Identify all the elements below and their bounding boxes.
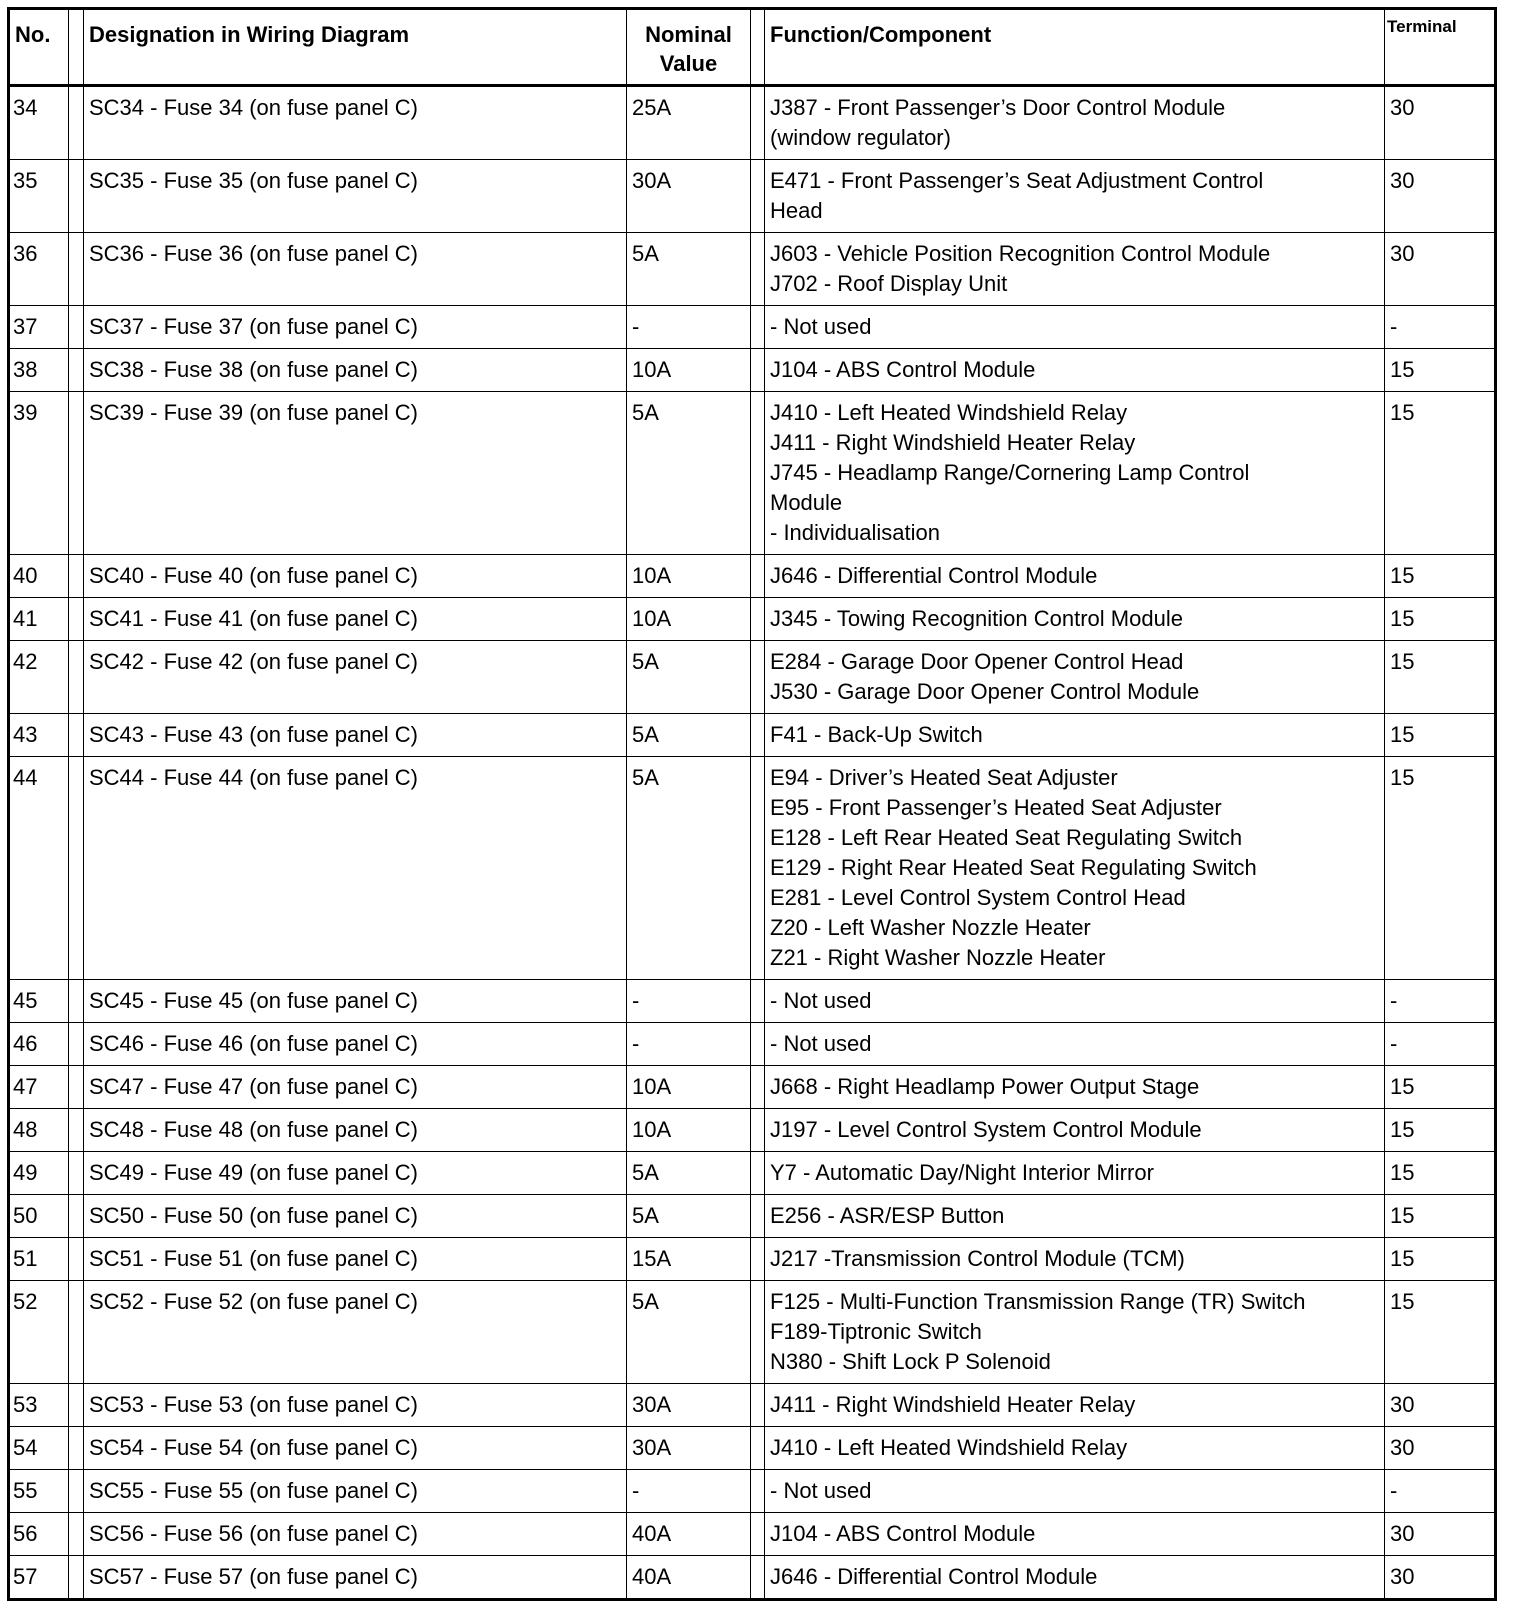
function-line: J345 - Towing Recognition Control Module xyxy=(770,606,1183,631)
spacer xyxy=(69,714,84,757)
table-body xyxy=(9,86,1496,1600)
spacer xyxy=(751,641,765,714)
spacer xyxy=(69,1281,84,1384)
table-row xyxy=(9,392,1496,555)
table-row xyxy=(9,349,1496,392)
fuse-number: 53 xyxy=(9,1384,69,1427)
spacer xyxy=(69,233,84,306)
table-row xyxy=(9,86,1496,160)
designation: SC40 - Fuse 40 (on fuse panel C) xyxy=(84,555,627,598)
fuse-number: 34 xyxy=(9,86,69,160)
fuse-number: 51 xyxy=(9,1238,69,1281)
designation: SC50 - Fuse 50 (on fuse panel C) xyxy=(84,1195,627,1238)
table-row xyxy=(9,980,1496,1023)
fuse-number: 54 xyxy=(9,1427,69,1470)
terminal: 30 xyxy=(1385,1556,1496,1600)
spacer xyxy=(751,555,765,598)
spacer xyxy=(751,1238,765,1281)
terminal: 15 xyxy=(1385,1238,1496,1281)
table-row xyxy=(9,1556,1496,1600)
spacer xyxy=(69,1195,84,1238)
designation: SC43 - Fuse 43 (on fuse panel C) xyxy=(84,714,627,757)
fuse-number: 56 xyxy=(9,1513,69,1556)
table-row xyxy=(9,1513,1496,1556)
function-component xyxy=(765,598,1385,641)
designation: SC57 - Fuse 57 (on fuse panel C) xyxy=(84,1556,627,1600)
nominal-value: 10A xyxy=(627,1066,751,1109)
header-row xyxy=(9,9,1496,86)
spacer xyxy=(69,86,84,160)
fuse-number: 49 xyxy=(9,1152,69,1195)
spacer xyxy=(69,392,84,555)
function-component xyxy=(765,757,1385,980)
fuse-number: 40 xyxy=(9,555,69,598)
terminal: - xyxy=(1385,1470,1496,1513)
designation: SC36 - Fuse 36 (on fuse panel C) xyxy=(84,233,627,306)
function-line: Module xyxy=(770,490,843,515)
function-line: E471 - Front Passenger’s Seat Adjustment Control xyxy=(770,168,1264,193)
spacer xyxy=(69,1470,84,1513)
designation: SC54 - Fuse 54 (on fuse panel C) xyxy=(84,1427,627,1470)
function-line: - Not used xyxy=(770,988,872,1013)
function-component xyxy=(765,1238,1385,1281)
function-line: J702 - Roof Display Unit xyxy=(770,271,1008,296)
nominal-value: 40A xyxy=(627,1513,751,1556)
designation: SC38 - Fuse 38 (on fuse panel C) xyxy=(84,349,627,392)
spacer xyxy=(751,1195,765,1238)
fuse-number: 50 xyxy=(9,1195,69,1238)
spacer xyxy=(751,1109,765,1152)
function-line: E256 - ASR/ESP Button xyxy=(770,1203,1005,1228)
function-line: J217 -Transmission Control Module (TCM) xyxy=(770,1246,1185,1271)
spacer xyxy=(69,1066,84,1109)
function-component xyxy=(765,980,1385,1023)
spacer xyxy=(751,980,765,1023)
fuse-table xyxy=(7,7,1497,1601)
nominal-value: 10A xyxy=(627,598,751,641)
table-row xyxy=(9,1238,1496,1281)
terminal: 15 xyxy=(1385,1109,1496,1152)
nominal-value: 5A xyxy=(627,714,751,757)
header-nominal-line2: Value xyxy=(659,51,718,76)
spacer xyxy=(751,1384,765,1427)
nominal-value: 30A xyxy=(627,1384,751,1427)
terminal: 15 xyxy=(1385,1066,1496,1109)
designation: SC42 - Fuse 42 (on fuse panel C) xyxy=(84,641,627,714)
fuse-number: 43 xyxy=(9,714,69,757)
table-row xyxy=(9,757,1496,980)
spacer xyxy=(751,714,765,757)
function-line: J197 - Level Control System Control Module xyxy=(770,1117,1202,1142)
spacer xyxy=(69,1023,84,1066)
designation: SC53 - Fuse 53 (on fuse panel C) xyxy=(84,1384,627,1427)
function-component xyxy=(765,392,1385,555)
fuse-number: 45 xyxy=(9,980,69,1023)
function-line: J411 - Right Windshield Heater Relay xyxy=(770,1392,1136,1417)
terminal: 15 xyxy=(1385,555,1496,598)
fuse-number: 37 xyxy=(9,306,69,349)
function-component xyxy=(765,1427,1385,1470)
header-function: Function/Component xyxy=(765,9,1385,86)
terminal: 15 xyxy=(1385,757,1496,980)
designation: SC48 - Fuse 48 (on fuse panel C) xyxy=(84,1109,627,1152)
table-row xyxy=(9,598,1496,641)
spacer xyxy=(69,641,84,714)
function-line: J411 - Right Windshield Heater Relay xyxy=(770,430,1136,455)
header-nominal-value xyxy=(627,9,751,86)
table-row xyxy=(9,1152,1496,1195)
spacer xyxy=(751,349,765,392)
function-line: E281 - Level Control System Control Head xyxy=(770,885,1186,910)
function-line: J646 - Differential Control Module xyxy=(770,1564,1098,1589)
table-row xyxy=(9,233,1496,306)
spacer xyxy=(751,1513,765,1556)
spacer xyxy=(751,306,765,349)
fuse-number: 52 xyxy=(9,1281,69,1384)
spacer xyxy=(69,757,84,980)
function-component xyxy=(765,1470,1385,1513)
nominal-value: 5A xyxy=(627,1195,751,1238)
function-line: J104 - ABS Control Module xyxy=(770,357,1036,382)
nominal-value: 15A xyxy=(627,1238,751,1281)
designation: SC47 - Fuse 47 (on fuse panel C) xyxy=(84,1066,627,1109)
terminal: 30 xyxy=(1385,233,1496,306)
nominal-value: 10A xyxy=(627,1109,751,1152)
function-line: J104 - ABS Control Module xyxy=(770,1521,1036,1546)
function-line: - Not used xyxy=(770,1031,872,1056)
designation: SC37 - Fuse 37 (on fuse panel C) xyxy=(84,306,627,349)
function-line: E128 - Left Rear Heated Seat Regulating Switch xyxy=(770,825,1243,850)
nominal-value: 5A xyxy=(627,392,751,555)
table-row xyxy=(9,160,1496,233)
spacer xyxy=(751,1066,765,1109)
function-line: F125 - Multi-Function Transmission Range (TR) Switch xyxy=(770,1289,1306,1314)
designation: SC46 - Fuse 46 (on fuse panel C) xyxy=(84,1023,627,1066)
function-line: J745 - Headlamp Range/Cornering Lamp Control xyxy=(770,460,1250,485)
function-component xyxy=(765,1195,1385,1238)
spacer xyxy=(69,1384,84,1427)
terminal: 15 xyxy=(1385,1281,1496,1384)
spacer xyxy=(751,86,765,160)
designation: SC52 - Fuse 52 (on fuse panel C) xyxy=(84,1281,627,1384)
function-line: E129 - Right Rear Heated Seat Regulating Switch xyxy=(770,855,1257,880)
designation: SC44 - Fuse 44 (on fuse panel C) xyxy=(84,757,627,980)
nominal-value: 10A xyxy=(627,349,751,392)
fuse-number: 41 xyxy=(9,598,69,641)
spacer xyxy=(751,233,765,306)
fuse-number: 44 xyxy=(9,757,69,980)
terminal: 15 xyxy=(1385,349,1496,392)
terminal: 30 xyxy=(1385,1384,1496,1427)
terminal: 30 xyxy=(1385,160,1496,233)
nominal-value: - xyxy=(627,1470,751,1513)
spacer xyxy=(69,160,84,233)
fuse-number: 42 xyxy=(9,641,69,714)
terminal: - xyxy=(1385,306,1496,349)
header-no: No. xyxy=(9,9,69,86)
function-component xyxy=(765,714,1385,757)
function-component xyxy=(765,233,1385,306)
spacer xyxy=(69,1152,84,1195)
spacer xyxy=(69,1109,84,1152)
header-nominal-line1: Nominal xyxy=(645,22,732,47)
designation: SC55 - Fuse 55 (on fuse panel C) xyxy=(84,1470,627,1513)
terminal: 30 xyxy=(1385,86,1496,160)
fuse-number: 47 xyxy=(9,1066,69,1109)
designation: SC56 - Fuse 56 (on fuse panel C) xyxy=(84,1513,627,1556)
function-line: Head xyxy=(770,198,823,223)
spacer xyxy=(751,392,765,555)
function-component xyxy=(765,1384,1385,1427)
spacer xyxy=(69,1513,84,1556)
function-line: Z21 - Right Washer Nozzle Heater xyxy=(770,945,1106,970)
fuse-number: 38 xyxy=(9,349,69,392)
designation: SC45 - Fuse 45 (on fuse panel C) xyxy=(84,980,627,1023)
table-row xyxy=(9,1023,1496,1066)
designation: SC51 - Fuse 51 (on fuse panel C) xyxy=(84,1238,627,1281)
nominal-value: 5A xyxy=(627,757,751,980)
function-component xyxy=(765,1066,1385,1109)
nominal-value: - xyxy=(627,306,751,349)
spacer xyxy=(69,9,84,86)
function-line: N380 - Shift Lock P Solenoid xyxy=(770,1349,1051,1374)
function-line: - Individualisation xyxy=(770,520,940,545)
function-line: E284 - Garage Door Opener Control Head xyxy=(770,649,1184,674)
function-line: J668 - Right Headlamp Power Output Stage xyxy=(770,1074,1200,1099)
nominal-value: 5A xyxy=(627,1152,751,1195)
nominal-value: 5A xyxy=(627,641,751,714)
function-component xyxy=(765,555,1385,598)
spacer xyxy=(751,1470,765,1513)
spacer xyxy=(69,1238,84,1281)
spacer xyxy=(69,1427,84,1470)
function-line: J646 - Differential Control Module xyxy=(770,563,1098,588)
function-component xyxy=(765,1109,1385,1152)
function-line: J387 - Front Passenger’s Door Control Module xyxy=(770,95,1226,120)
terminal: 30 xyxy=(1385,1513,1496,1556)
terminal: 15 xyxy=(1385,641,1496,714)
header-designation: Designation in Wiring Diagram xyxy=(84,9,627,86)
function-component xyxy=(765,160,1385,233)
terminal: 15 xyxy=(1385,1152,1496,1195)
designation: SC34 - Fuse 34 (on fuse panel C) xyxy=(84,86,627,160)
function-line: J603 - Vehicle Position Recognition Control Module xyxy=(770,241,1271,266)
fuse-number: 39 xyxy=(9,392,69,555)
spacer xyxy=(69,598,84,641)
terminal: 15 xyxy=(1385,1195,1496,1238)
fuse-number: 46 xyxy=(9,1023,69,1066)
designation: SC41 - Fuse 41 (on fuse panel C) xyxy=(84,598,627,641)
table-row xyxy=(9,1195,1496,1238)
nominal-value: 40A xyxy=(627,1556,751,1600)
function-component xyxy=(765,1023,1385,1066)
function-component xyxy=(765,1513,1385,1556)
terminal: 30 xyxy=(1385,1427,1496,1470)
designation: SC35 - Fuse 35 (on fuse panel C) xyxy=(84,160,627,233)
function-component xyxy=(765,86,1385,160)
function-component xyxy=(765,1281,1385,1384)
function-line: E94 - Driver’s Heated Seat Adjuster xyxy=(770,765,1118,790)
spacer xyxy=(751,1152,765,1195)
table-row xyxy=(9,1066,1496,1109)
function-component xyxy=(765,1556,1385,1600)
table-row xyxy=(9,1281,1496,1384)
function-line: Y7 - Automatic Day/Night Interior Mirror xyxy=(770,1160,1154,1185)
designation: SC39 - Fuse 39 (on fuse panel C) xyxy=(84,392,627,555)
function-component xyxy=(765,306,1385,349)
spacer xyxy=(69,349,84,392)
fuse-number: 57 xyxy=(9,1556,69,1600)
spacer xyxy=(69,555,84,598)
table-row xyxy=(9,1109,1496,1152)
terminal: 15 xyxy=(1385,598,1496,641)
spacer xyxy=(751,598,765,641)
terminal: - xyxy=(1385,980,1496,1023)
spacer xyxy=(751,757,765,980)
function-line: Z20 - Left Washer Nozzle Heater xyxy=(770,915,1091,940)
nominal-value: - xyxy=(627,1023,751,1066)
function-line: - Not used xyxy=(770,1478,872,1503)
spacer xyxy=(751,1023,765,1066)
spacer xyxy=(69,306,84,349)
table-row xyxy=(9,1384,1496,1427)
spacer xyxy=(69,1556,84,1600)
table-row xyxy=(9,1470,1496,1513)
function-component xyxy=(765,349,1385,392)
spacer xyxy=(751,1281,765,1384)
terminal: - xyxy=(1385,1023,1496,1066)
terminal: 15 xyxy=(1385,714,1496,757)
table-row xyxy=(9,641,1496,714)
nominal-value: 5A xyxy=(627,1281,751,1384)
spacer xyxy=(751,9,765,86)
nominal-value: 30A xyxy=(627,1427,751,1470)
function-component xyxy=(765,1152,1385,1195)
fuse-number: 35 xyxy=(9,160,69,233)
function-line: (window regulator) xyxy=(770,125,951,150)
spacer xyxy=(751,160,765,233)
function-line: J530 - Garage Door Opener Control Module xyxy=(770,679,1200,704)
fuse-number: 36 xyxy=(9,233,69,306)
nominal-value: 25A xyxy=(627,86,751,160)
nominal-value: 5A xyxy=(627,233,751,306)
table-row xyxy=(9,714,1496,757)
fuse-number: 48 xyxy=(9,1109,69,1152)
function-line: - Not used xyxy=(770,314,872,339)
table-row xyxy=(9,306,1496,349)
designation: SC49 - Fuse 49 (on fuse panel C) xyxy=(84,1152,627,1195)
function-line: J410 - Left Heated Windshield Relay xyxy=(770,400,1128,425)
spacer xyxy=(751,1427,765,1470)
fuse-number: 55 xyxy=(9,1470,69,1513)
function-line: F41 - Back-Up Switch xyxy=(770,722,983,747)
table-row xyxy=(9,1427,1496,1470)
function-line: E95 - Front Passenger’s Heated Seat Adjuster xyxy=(770,795,1222,820)
function-line: F189-Tiptronic Switch xyxy=(770,1319,982,1344)
spacer xyxy=(751,1556,765,1600)
nominal-value: 10A xyxy=(627,555,751,598)
header-terminal: Terminal xyxy=(1385,9,1496,86)
spacer xyxy=(69,980,84,1023)
terminal: 15 xyxy=(1385,392,1496,555)
nominal-value: 30A xyxy=(627,160,751,233)
function-component xyxy=(765,641,1385,714)
table-row xyxy=(9,555,1496,598)
function-line: J410 - Left Heated Windshield Relay xyxy=(770,1435,1128,1460)
nominal-value: - xyxy=(627,980,751,1023)
